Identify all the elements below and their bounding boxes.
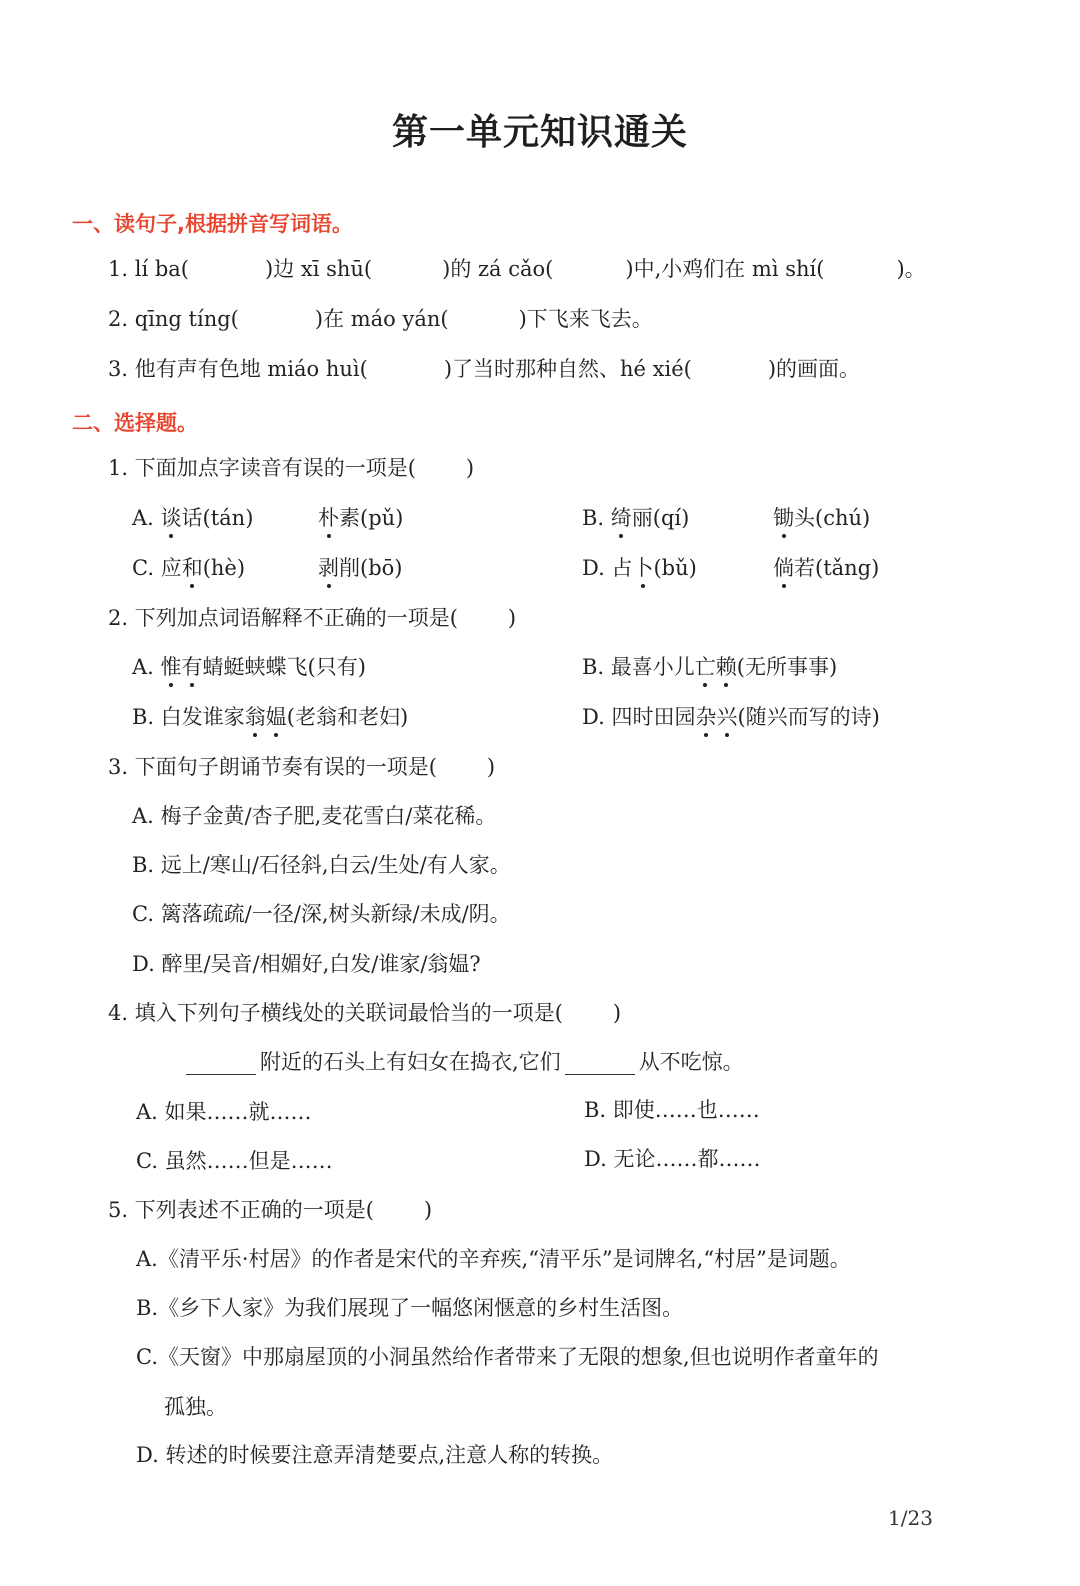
question-1-option-b-word2: 锄头(chú) — [773, 506, 871, 530]
sentence-part: )的画面。 — [767, 357, 861, 381]
question-4-option-a: A. 如果……就…… — [136, 1100, 312, 1124]
question-3-option-a: A. 梅子金黄/杏子肥,麦花雪白/菜花稀。 — [132, 804, 497, 828]
sentence-part: qīng tíng( — [134, 307, 239, 331]
fill-blank-2 — [565, 1052, 635, 1075]
section-heading-1: 一、读句子,根据拼音写词语。 — [72, 212, 353, 236]
question-3-stem: 3. 下面句子朗诵节奏有误的一项是( ) — [108, 755, 496, 779]
section-heading-2: 二、选择题。 — [72, 411, 198, 435]
question-5-option-c-continued: 孤独。 — [164, 1395, 227, 1419]
question-2-option-c: B. 白发谁家翁媪(老翁和老妇) — [132, 705, 409, 729]
sentence-part: )了当时那种自然、hé xié( — [443, 357, 692, 381]
sentence-part: )在 máo yán( — [314, 307, 449, 331]
question-5-option-b: B.《乡下人家》为我们展现了一幅悠闲惬意的乡村生活图。 — [136, 1296, 684, 1320]
pinyin-sentence-3 — [108, 357, 860, 382]
question-3-option-b: B. 远上/寒山/石径斜,白云/生处/有人家。 — [132, 853, 511, 877]
question-1-option-c-word2: 剥削(bō) — [318, 556, 403, 580]
item-number: 1. — [108, 257, 129, 281]
question-1-stem: 1. 下面加点字读音有误的一项是( ) — [108, 456, 475, 480]
item-number: 3. — [108, 357, 129, 381]
question-2-option-a: A. 惟有蜻蜓蛱蝶飞(只有) — [132, 655, 366, 679]
question-5-option-c: C.《天窗》中那扇屋顶的小洞虽然给作者带来了无限的想象,但也说明作者童年的 — [136, 1345, 879, 1369]
question-4-option-b: B. 即使……也…… — [584, 1098, 760, 1122]
question-1-option-c: C. 应和(hè) — [132, 556, 246, 580]
page-number: 1/23 — [888, 1506, 933, 1530]
question-3-option-d: D. 醉里/吴音/相媚好,白发/谁家/翁媪? — [132, 952, 481, 976]
question-2-option-d: D. 四时田园杂兴(随兴而写的诗) — [582, 705, 880, 729]
sentence-part: lí ba( — [134, 257, 189, 281]
item-number: 2. — [108, 307, 129, 331]
question-1-option-a: A. 谈话(tán) — [132, 506, 254, 530]
sentence-part: 他有声有色地 miáo huì( — [134, 357, 368, 381]
sentence-part: )边 xī shū( — [265, 257, 373, 281]
question-4-option-c: C. 虽然……但是…… — [136, 1149, 333, 1173]
question-3-option-c: C. 篱落疏疏/一径/深,树头新绿/未成/阴。 — [132, 902, 511, 926]
question-1-option-d: D. 占卜(bǔ) — [582, 556, 697, 580]
question-1-option-a-word2: 朴素(pǔ) — [318, 506, 404, 530]
sentence-part: )下飞来飞去。 — [518, 307, 653, 331]
pinyin-sentence-2 — [108, 307, 653, 332]
pinyin-sentence-1 — [108, 257, 926, 282]
fill-blank-1 — [186, 1052, 256, 1075]
question-4-stem: 4. 填入下列句子横线处的关联词最恰当的一项是( ) — [108, 1001, 622, 1025]
question-4-sentence: 附近的石头上有妇女在捣衣,它们 从不吃惊。 — [182, 1050, 744, 1075]
question-5-option-a: A.《清平乐·村居》的作者是宋代的辛弃疾,“清平乐”是词牌名,“村居”是词题。 — [136, 1247, 851, 1271]
question-4-option-d: D. 无论……都…… — [584, 1147, 761, 1171]
sentence-part: )。 — [896, 257, 926, 281]
question-1-option-b: B. 绮丽(qí) — [582, 506, 690, 530]
question-5-option-d: D. 转述的时候要注意弄清楚要点,注意人称的转换。 — [136, 1443, 614, 1467]
question-2-option-b: B. 最喜小儿亡赖(无所事事) — [582, 655, 838, 679]
page-title: 第一单元知识通关 — [391, 111, 688, 153]
sentence-part: )中,小鸡们在 mì shí( — [625, 257, 825, 281]
question-1-option-d-word2: 倘若(tǎng) — [773, 556, 880, 580]
sentence-part: )的 zá cǎo( — [442, 257, 554, 281]
question-2-stem: 2. 下列加点词语解释不正确的一项是( ) — [108, 606, 517, 630]
question-5-stem: 5. 下列表述不正确的一项是( ) — [108, 1198, 433, 1222]
